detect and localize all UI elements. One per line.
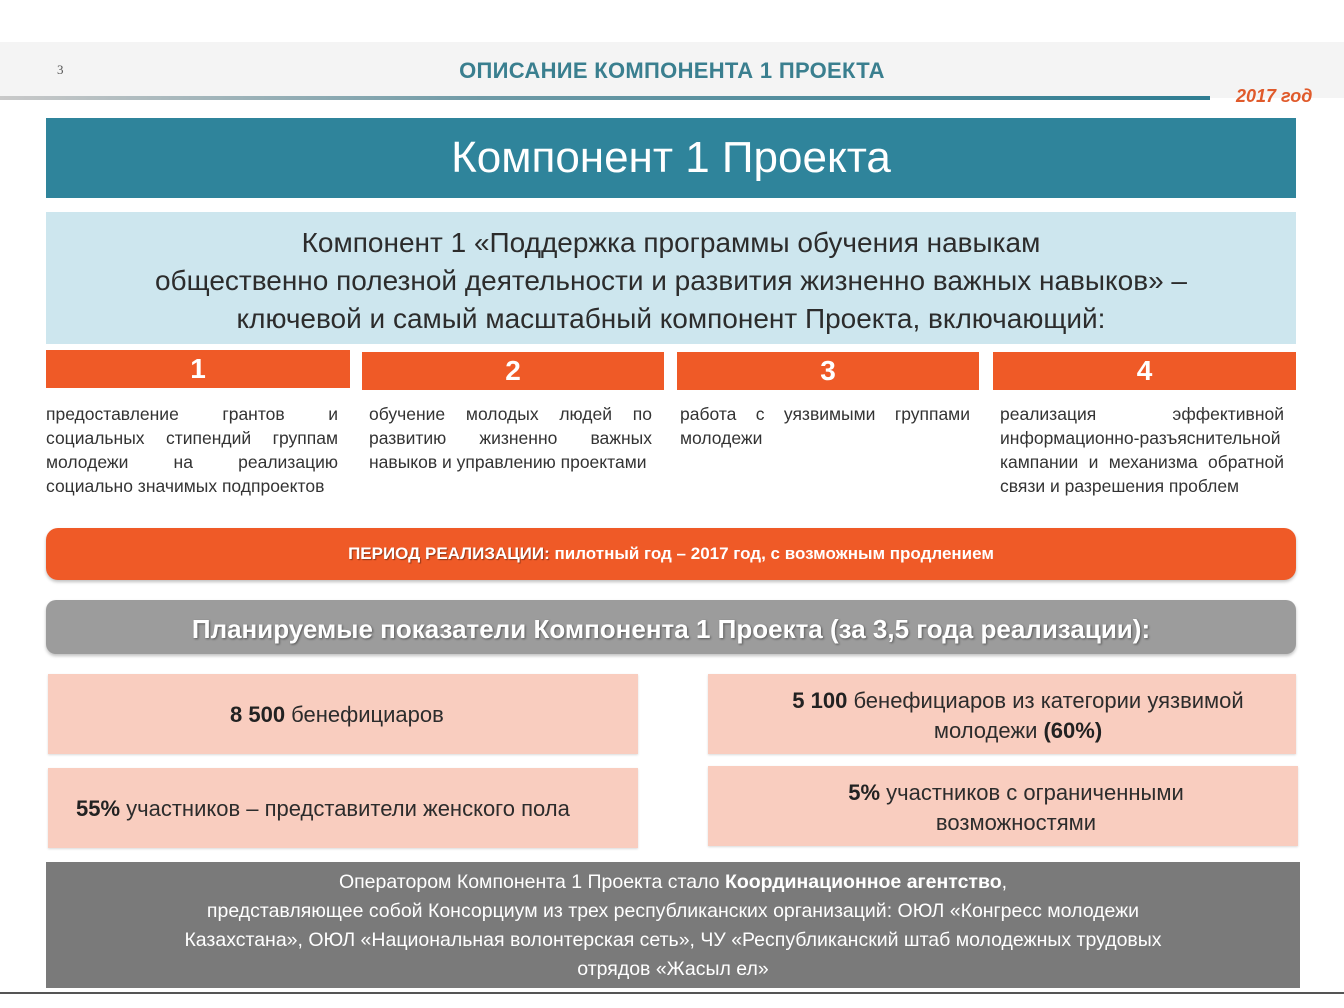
page-number: 3 [57,62,64,77]
year-label: 2017 год [1236,86,1313,106]
indicator-disabilities [708,766,1298,846]
operator-suffix: , [1001,871,1008,893]
indicator-beneficiaries [48,674,638,754]
indicator-women [48,768,638,848]
item-text-2: обучение молодых людей по развитию жизненно важных навыков и управлению проектами [369,404,652,472]
operator-line: представляющее собой Консорциум из трех республиканских организаций: ОЮЛ «Конгресс молодежи [206,900,1140,922]
indicator-text: участников – представители женского пола [120,796,570,821]
operator-info [46,862,1300,988]
item-text-4: реализация эффективной информационно-разъяснительной кампании и механизма обратной связи и разрешения проблем [1000,404,1284,496]
indicator-value: 8 500 [230,702,286,727]
planned-indicators-title: Планируемые показатели Компонента 1 Проекта (за 3,5 года реализации): [46,600,1296,654]
component-description [46,212,1296,344]
indicator-text: возможностями [935,810,1097,835]
operator-line: отрядов «Жасыл ел» [577,958,769,980]
bottom-divider [0,992,1344,994]
indicator-percent: (60%) [1043,718,1103,743]
description-line: Компонент 1 «Поддержка программы обучения навыкам [301,227,1041,258]
item-text-1: предоставление грантов и социальных стипендий группам молодежи на реализацию социально значимых подпроектов [46,404,338,496]
period-label: ПЕРИОД РЕАЛИЗАЦИИ: [348,544,550,563]
indicator-text: бенефициаров из категории уязвимой [847,688,1244,713]
item-number-1: 1 [46,350,350,388]
page-title: ОПИСАНИЕ КОМПОНЕНТА 1 ПРОЕКТА [459,58,885,83]
period-text: пилотный год – 2017 год, с возможным продлением [549,544,994,563]
header-divider [0,96,1210,100]
operator-line: Казахстана», ОЮЛ «Национальная волонтерская сеть», ЧУ «Республиканский штаб молодежных трудовых [184,929,1162,951]
indicator-text: участников с ограниченными [880,780,1184,805]
item-number-3: 3 [677,352,979,390]
indicator-value: 5 100 [792,688,848,713]
indicator-text: молодежи [933,718,1044,743]
implementation-period-bar [46,528,1296,580]
item-number-4: 4 [993,352,1296,390]
item-text-3: работа с уязвимыми группами молодежи [680,404,970,448]
component-title: Компонент 1 Проекта [46,118,1296,198]
indicator-text: бенефициаров [285,702,444,727]
operator-prefix: Оператором Компонента 1 Проекта стало [338,871,725,893]
description-line: общественно полезной деятельности и развития жизненно важных навыков» – [154,265,1187,296]
operator-agency: Координационное агентство [724,871,1002,893]
indicator-value: 5% [848,780,881,805]
description-line: ключевой и самый масштабный компонент Проекта, включающий: [236,303,1106,334]
item-number-2: 2 [362,352,664,390]
indicator-value: 55% [76,796,121,821]
indicator-vulnerable-youth [708,674,1296,754]
